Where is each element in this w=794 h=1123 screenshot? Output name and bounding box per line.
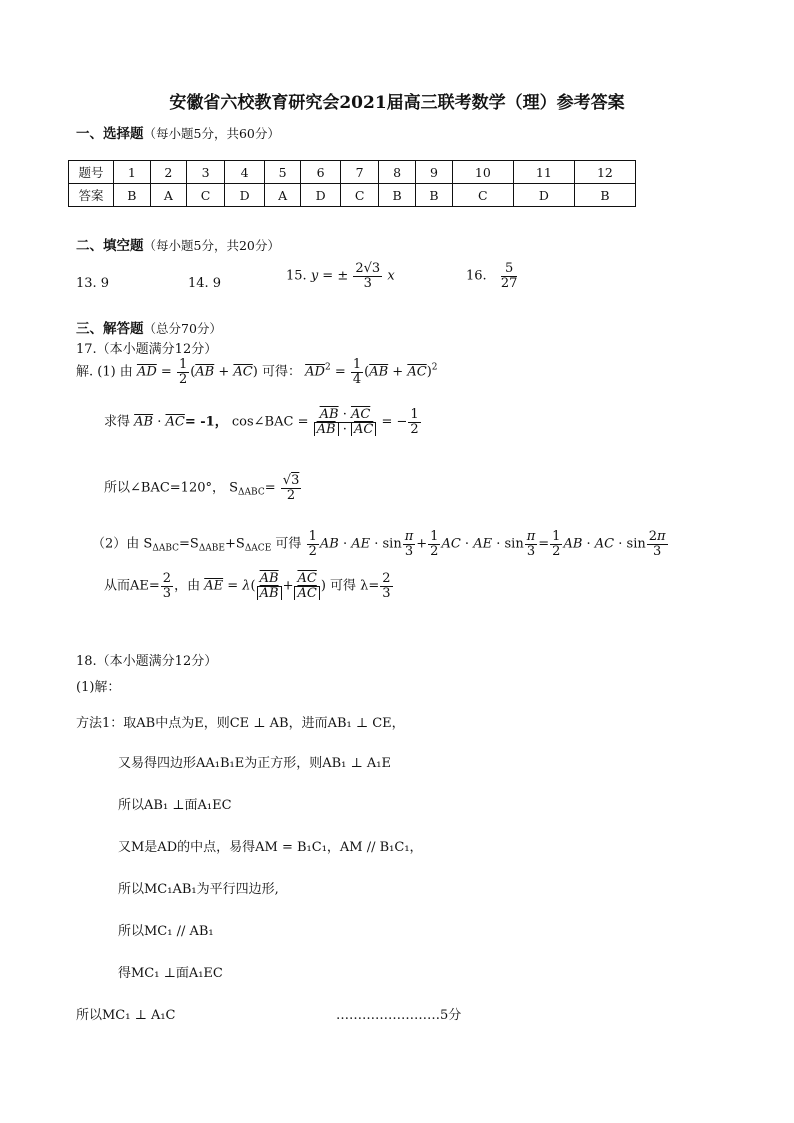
section-1-heading: 一、选择题（每小题5分，共60分） (76, 126, 280, 142)
table-cell: B (114, 184, 151, 207)
page-title: 安徽省六校教育研究会2021届高三联考数学（理）参考答案 (169, 93, 625, 113)
table-cell: 8 (379, 161, 416, 184)
table-cell: A (150, 184, 186, 207)
table-cell: 7 (341, 161, 379, 184)
q18-line: 得MC₁ ⊥面A₁EC (118, 966, 223, 981)
section-2-heading: 二、填空题（每小题5分，共20分） (76, 238, 280, 254)
section-3-heading: 三、解答题（总分70分） (76, 321, 222, 337)
table-cell: C (452, 184, 513, 207)
table-cell: 5 (265, 161, 301, 184)
table-row (69, 161, 636, 184)
table-cell: C (341, 184, 379, 207)
table-cell: D (301, 184, 341, 207)
table-cell: B (574, 184, 635, 207)
table-cell: 4 (225, 161, 265, 184)
answer-13: 13. 9 (76, 276, 110, 291)
q17-line-3: 所以∠BAC=120°， $S_{\Delta ABC}=$ $\frac{√3}{2}$ (104, 473, 300, 503)
q17-header: 17.（本小题满分12分） (76, 342, 218, 357)
table-cell: C (187, 184, 225, 207)
q18-line: 所以MC₁AB₁为平行四边形, (118, 882, 279, 897)
q18-line: 又M是AD的中点，易得AM = B₁C₁，AM // B₁C₁， (118, 840, 423, 855)
answer-16: 16. $\frac{5}{27}$ (466, 261, 518, 291)
q18-line: 方法1：取AB中点为E，则CE ⊥ AB，进而AB₁ ⊥ CE， (76, 716, 405, 731)
table-cell: 6 (301, 161, 341, 184)
q17-line-5: 从而AE= $\frac{2}{3}$ ，由 $\overline{AE} = \lambda$( $\frac{\overline{AB}}{AB}$ + $\frac{\overline{AC}}{AC}$ ) 可得 λ= $\frac{2}{3}$ (104, 571, 391, 601)
q18-header: 18.（本小题满分12分） (76, 654, 218, 669)
q18-line: 所以MC₁ // AB₁ (118, 924, 214, 939)
q18-line: 又易得四边形AA₁B₁E为正方形，则AB₁ ⊥ A₁E (118, 756, 391, 771)
answer-14: 14. 9 (188, 276, 222, 291)
q17-line-2: 求得 $\overline{AB} \cdot \overline{AC}= -1$， cos∠BAC = $\frac{\overline{AB} \cdot \overline{AC}}{\overline{AB} \cdot \overline{AC}}$ = − $\frac{1}{2}$ (104, 407, 419, 437)
row-label: 题号 (69, 161, 114, 184)
table-cell: 3 (187, 161, 225, 184)
table-cell: D (225, 184, 265, 207)
answer-table (68, 160, 636, 207)
q17-line-1: 解. (1) 由 $\overline{AD}$ = $\frac{1}{2}$ $(\overline{AB} + \overline{AC})$ 可得： $\overline{AD}^2$ = $\frac{1}{4}$ $(\overline{AB} + \overline{AC})^2$ (76, 357, 438, 387)
table-cell: 11 (513, 161, 574, 184)
q18-line: 所以AB₁ ⊥面A₁EC (118, 798, 232, 813)
q18-part: (1)解： (76, 680, 121, 695)
q18-line: 所以MC₁ ⊥ A₁C (76, 1008, 176, 1023)
table-cell: A (265, 184, 301, 207)
answer-15: 15. y = ± $\frac{2√3}{3}$ x (286, 261, 395, 291)
row-label: 答案 (69, 184, 114, 207)
table-cell: 12 (574, 161, 635, 184)
q17-line-4: （2）由 $S_{\Delta ABC}=S_{\Delta ABE}+S_{\Delta ACE}$ 可得 $\frac{1}{2}$ AB · AE · sin $\frac{\pi}{3}$ + $\frac{1}{2}$ AC · AE · sin $\frac{\pi}{3}$ = $\frac{1}{2}$ AB · AC · sin $\frac{2\pi}{3}$ (92, 529, 666, 559)
table-cell: B (416, 184, 453, 207)
table-cell: D (513, 184, 574, 207)
score-marker: ……………………5分 (336, 1008, 462, 1023)
table-cell: 10 (452, 161, 513, 184)
table-cell: 9 (416, 161, 453, 184)
table-cell: 1 (114, 161, 151, 184)
table-cell: B (379, 184, 416, 207)
table-row (69, 184, 636, 207)
table-cell: 2 (150, 161, 186, 184)
